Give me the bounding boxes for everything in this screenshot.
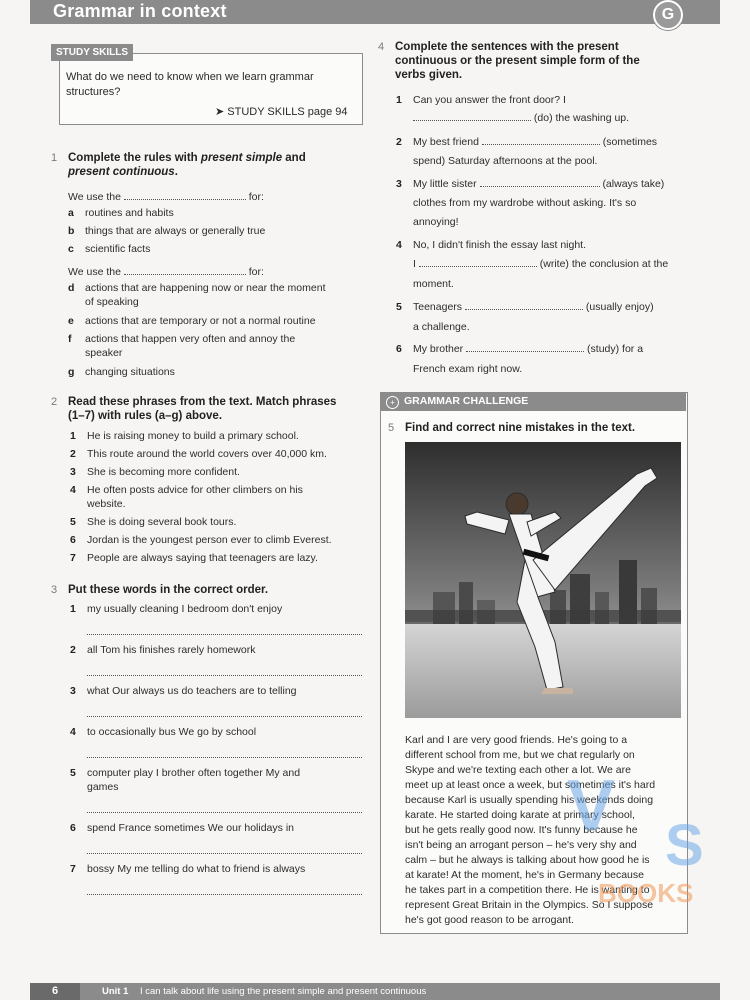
item-number: 5 bbox=[70, 516, 76, 528]
item-number: 2 bbox=[70, 644, 76, 656]
footer-objective: I can talk about life using the present simple and present continuous bbox=[140, 986, 427, 997]
exercise-2-item: She is doing several book tours. bbox=[87, 516, 237, 528]
exercise-3-words: what Our always us do teachers are to telling bbox=[87, 685, 297, 697]
rule-letter: a bbox=[68, 207, 74, 219]
grammar-badge: G bbox=[653, 0, 683, 30]
item-number: 3 bbox=[70, 685, 76, 697]
exercise-4-sentence-cont: (do) the washing up. bbox=[413, 111, 629, 125]
exercise-3-words: all Tom his finishes rarely homework bbox=[87, 644, 256, 656]
answer-line[interactable] bbox=[87, 634, 362, 635]
challenge-text-line: calm – but he always is talking about how good he is bbox=[405, 854, 650, 866]
exercise-4-sentence-cont: spend) Saturday afternoons at the pool. bbox=[413, 155, 598, 167]
karate-photo bbox=[405, 442, 681, 718]
exercise-4-sentence-cont: French exam right now. bbox=[413, 363, 523, 375]
item-number: 7 bbox=[70, 863, 76, 875]
exercise-3-words: bossy My me telling do what to friend is always bbox=[87, 863, 306, 875]
exercise-4-number: 4 bbox=[378, 41, 385, 53]
item-number: 3 bbox=[396, 178, 402, 190]
rule-text: actions that are temporary or not a normal routine bbox=[85, 315, 316, 327]
watermark-s: S bbox=[665, 813, 704, 878]
plus-circle-icon: + bbox=[386, 396, 399, 409]
footer-unit: Unit 1 bbox=[102, 986, 129, 997]
watermark-v: V bbox=[567, 766, 616, 846]
rule-letter: b bbox=[68, 225, 75, 237]
exercise-5-title: Find and correct nine mistakes in the text. bbox=[405, 422, 636, 434]
page-number: 6 bbox=[30, 983, 80, 1000]
exercise-1-use-line-b: We use the for: bbox=[68, 266, 264, 278]
item-number: 6 bbox=[396, 343, 402, 355]
challenge-text-line: he's got good reason to be arrogant. bbox=[405, 914, 574, 926]
rule-text: things that are always or generally true bbox=[85, 225, 266, 237]
exercise-4-sentence: No, I didn't finish the essay last night. bbox=[413, 239, 587, 251]
rule-text: changing situations bbox=[85, 366, 175, 378]
challenge-text-line: meet up at least once a week, but sometimes it's hard bbox=[405, 779, 656, 791]
exercise-4-sentence-cont: a challenge. bbox=[413, 321, 470, 333]
item-number: 4 bbox=[70, 484, 76, 496]
exercise-1-use-line-a: We use the for: bbox=[68, 191, 264, 203]
item-number: 5 bbox=[396, 301, 402, 313]
exercise-2-item: This route around the world covers over 40,000 km. bbox=[87, 448, 327, 460]
exercise-4-title: Complete the sentences with the present continuous or the present simple form of the verbs given. bbox=[395, 41, 640, 81]
answer-line[interactable] bbox=[87, 894, 362, 895]
challenge-text-line: different school from me, but we chat regularly on bbox=[405, 749, 635, 761]
exercise-2-item: People are always saying that teenagers are lazy. bbox=[87, 552, 318, 564]
rule-letter: f bbox=[68, 333, 72, 345]
exercise-1-title: Complete the rules with present simple and present continuous. bbox=[68, 152, 306, 178]
exercise-2-item: He is raising money to build a primary school. bbox=[87, 430, 299, 442]
exercise-2-item: He often posts advice for other climbers on his website. bbox=[87, 484, 303, 510]
exercise-4-sentence: My best friend (sometimes bbox=[413, 136, 658, 148]
exercise-3-words: spend France sometimes We our holidays in bbox=[87, 822, 294, 834]
rule-letter: g bbox=[68, 366, 75, 378]
rule-letter: d bbox=[68, 282, 75, 294]
rule-text: routines and habits bbox=[85, 207, 174, 219]
item-number: 6 bbox=[70, 534, 76, 546]
answer-line[interactable] bbox=[87, 716, 362, 717]
exercise-5-number: 5 bbox=[388, 422, 395, 434]
answer-line[interactable] bbox=[87, 757, 362, 758]
rule-letter: e bbox=[68, 315, 74, 327]
exercise-1-number: 1 bbox=[51, 152, 58, 164]
exercise-2-item: She is becoming more confident. bbox=[87, 466, 240, 478]
item-number: 1 bbox=[396, 94, 402, 106]
item-number: 1 bbox=[70, 430, 76, 442]
watermark-books: BOOKS bbox=[598, 878, 694, 908]
item-number: 5 bbox=[70, 767, 76, 779]
exercise-4-sentence: Teenagers (usually enjoy) bbox=[413, 301, 654, 313]
exercise-2-title: Read these phrases from the text. Match phrases (1–7) with rules (a–g) above. bbox=[68, 396, 337, 422]
rule-text: actions that are happening now or near the moment of speaking bbox=[85, 282, 326, 308]
challenge-text-line: at karate! At the moment, he's in Germany because bbox=[405, 869, 644, 881]
challenge-text-line: he takes part in a competition there. He is wanting to bbox=[405, 884, 650, 896]
study-skills-reference: ➤ STUDY SKILLS page 94 bbox=[215, 106, 348, 118]
item-number: 3 bbox=[70, 466, 76, 478]
exercise-4-sentence: Can you answer the front door? I bbox=[413, 94, 566, 106]
exercise-3-title: Put these words in the correct order. bbox=[68, 584, 269, 596]
exercise-3-words: computer play I brother often together My and games bbox=[87, 767, 301, 793]
item-number: 1 bbox=[70, 603, 76, 615]
exercise-4-sentence-cont: clothes from my wardrobe without asking. It's so bbox=[413, 197, 637, 209]
exercise-2-number: 2 bbox=[51, 396, 58, 408]
exercise-4-sentence-cont: I (write) the conclusion at the bbox=[413, 258, 669, 270]
exercise-4-sentence-cont: annoying! bbox=[413, 216, 459, 228]
challenge-text-line: but he gets really good now. It's funny because he bbox=[405, 824, 638, 836]
exercise-4-sentence: My brother (study) for a bbox=[413, 343, 644, 355]
grammar-challenge-bar: GRAMMAR CHALLENGE bbox=[380, 392, 686, 411]
answer-line[interactable] bbox=[87, 812, 362, 813]
rule-text: actions that happen very often and annoy the speaker bbox=[85, 333, 296, 359]
answer-line[interactable] bbox=[87, 853, 362, 854]
page-title: Grammar in context bbox=[53, 1, 227, 21]
item-number: 7 bbox=[70, 552, 76, 564]
exercise-3-number: 3 bbox=[51, 584, 58, 596]
rule-letter: c bbox=[68, 243, 74, 255]
item-number: 6 bbox=[70, 822, 76, 834]
challenge-text-line: Karl and I are very good friends. He's going to a bbox=[405, 734, 628, 746]
exercise-3-words: to occasionally bus We go by school bbox=[87, 726, 257, 738]
exercise-2-item: Jordan is the youngest person ever to climb Everest. bbox=[87, 534, 332, 546]
rule-text: scientific facts bbox=[85, 243, 151, 255]
challenge-text-line: karate. He started doing karate at primary school, bbox=[405, 809, 635, 821]
item-number: 4 bbox=[70, 726, 76, 738]
exercise-3-words: my usually cleaning I bedroom don't enjoy bbox=[87, 603, 283, 615]
exercise-4-sentence: My little sister (always take) bbox=[413, 178, 665, 190]
study-skills-question: What do we need to know when we learn grammar structures? bbox=[66, 71, 314, 98]
study-skills-tag: STUDY SKILLS bbox=[51, 44, 133, 61]
answer-line[interactable] bbox=[87, 675, 362, 676]
challenge-text-line: because Karl is usually spending his weekends doing bbox=[405, 794, 654, 806]
challenge-text-line: represent Great Britain in the Olympics. So I suppose bbox=[405, 899, 654, 911]
item-number: 4 bbox=[396, 239, 402, 251]
challenge-text-line: isn't being an arrogant person – he's very shy and bbox=[405, 839, 637, 851]
item-number: 2 bbox=[70, 448, 76, 460]
item-number: 2 bbox=[396, 136, 402, 148]
exercise-4-sentence-cont: moment. bbox=[413, 278, 454, 290]
challenge-text-line: Skype and we're texting each other a lot. We are bbox=[405, 764, 631, 776]
